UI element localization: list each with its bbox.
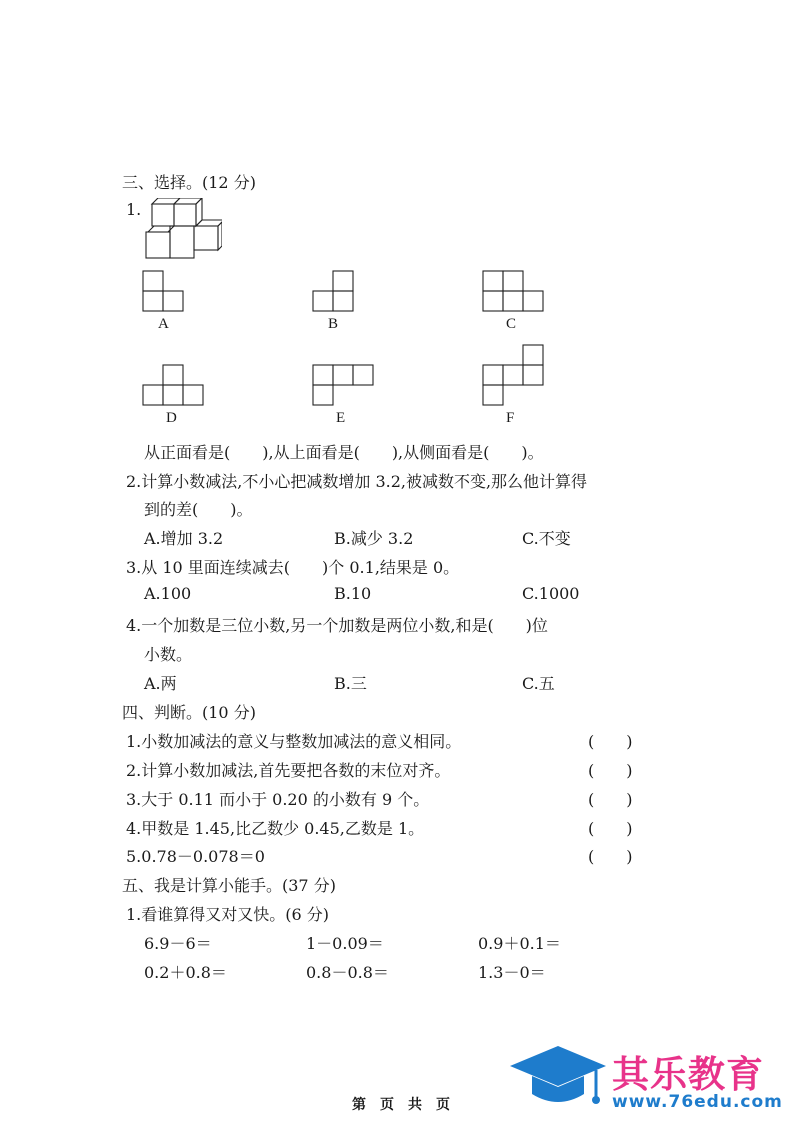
question-2-option-b: B.减少 3.2	[334, 529, 414, 548]
question-4-option-a: A.两	[144, 674, 177, 693]
question-3-line-1: 3.从 10 里面连续减去( )个 0.1,结果是 0。	[126, 558, 460, 577]
page-footer: 第 页 共 页	[352, 1097, 450, 1113]
watermark-url: www.76edu.com	[612, 1092, 783, 1112]
view-option-a	[142, 270, 186, 314]
judgment-blank-5[interactable]: ( )	[588, 847, 633, 866]
view-label-a: A	[158, 316, 169, 332]
question-2-line-2: 到的差( )。	[144, 500, 253, 519]
view-option-c	[482, 270, 546, 314]
question-3-option-c: C.1000	[522, 584, 580, 603]
view-label-d: D	[166, 410, 177, 426]
section-5-question-1-title: 1.看谁算得又对又快。(6 分)	[126, 905, 330, 924]
question-4-option-c: C.五	[522, 674, 555, 693]
judgment-blank-1[interactable]: ( )	[588, 732, 633, 751]
view-option-d	[142, 364, 206, 408]
view-label-e: E	[336, 410, 346, 426]
judgment-item-4: 4.甲数是 1.45,比乙数少 0.45,乙数是 1。	[126, 819, 425, 838]
question-4-option-b: B.三	[334, 674, 367, 693]
section-3-title: 三、选择。(12 分)	[122, 173, 256, 192]
question-4-line-2: 小数。	[144, 645, 193, 664]
calc-problem-2: 1－0.09＝	[306, 934, 384, 953]
view-option-e	[312, 364, 376, 408]
judgment-item-5: 5.0.78－0.078＝0	[126, 847, 265, 866]
question-2-line-1: 2.计算小数减法,不小心把减数增加 3.2,被减数不变,那么他计算得	[126, 472, 588, 491]
calc-problem-3: 0.9＋0.1＝	[478, 934, 561, 953]
calc-problem-1: 6.9－6＝	[144, 934, 212, 953]
view-option-b	[312, 270, 356, 314]
judgment-blank-2[interactable]: ( )	[588, 761, 633, 780]
watermark-brand-name: 其乐教育	[612, 1053, 764, 1096]
judgment-item-2: 2.计算小数加减法,首先要把各数的末位对齐。	[126, 761, 451, 780]
question-2-option-c: C.不变	[522, 529, 571, 548]
view-label-f: F	[506, 410, 515, 426]
question-2-option-a: A.增加 3.2	[144, 529, 224, 548]
judgment-blank-4[interactable]: ( )	[588, 819, 633, 838]
question-3-option-b: B.10	[334, 584, 372, 603]
section-5-title: 五、我是计算小能手。(37 分)	[122, 876, 336, 895]
question-4-line-1: 4.一个加数是三位小数,另一个加数是两位小数,和是( )位	[126, 616, 548, 635]
question-1-prompt: 从正面看是( ),从上面看是( ),从侧面看是( )。	[144, 443, 544, 462]
question-3-option-a: A.100	[144, 584, 192, 603]
judgment-item-3: 3.大于 0.11 而小于 0.20 的小数有 9 个。	[126, 790, 430, 809]
calc-problem-4: 0.2＋0.8＝	[144, 963, 227, 982]
question-1-number: 1.	[126, 200, 142, 219]
view-label-c: C	[506, 316, 517, 332]
calc-problem-5: 0.8－0.8＝	[306, 963, 389, 982]
view-option-f	[482, 344, 546, 408]
cube-stack-figure	[144, 198, 222, 262]
judgment-item-1: 1.小数加减法的意义与整数加减法的意义相同。	[126, 732, 462, 751]
calc-problem-6: 1.3－0＝	[478, 963, 546, 982]
judgment-blank-3[interactable]: ( )	[588, 790, 633, 809]
graduation-cap-icon	[508, 1040, 608, 1116]
view-label-b: B	[328, 316, 339, 332]
section-4-title: 四、判断。(10 分)	[122, 703, 256, 722]
